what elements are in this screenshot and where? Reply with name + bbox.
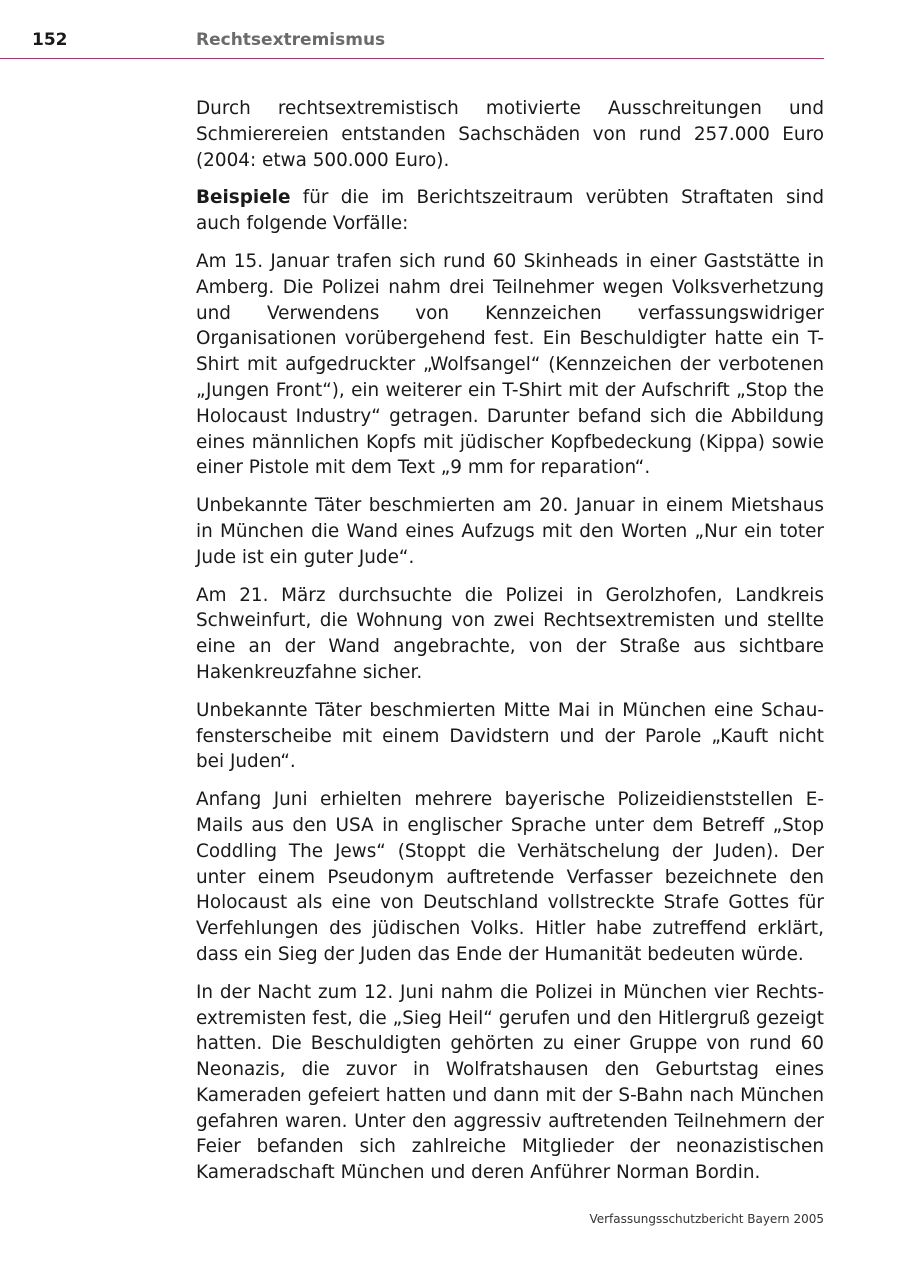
paragraph-shop-window: Unbekannte Täter beschmierten Mitte Mai in München eine Schaufensterscheibe mit einem Davidstern und der Parole „Kauft nicht bei Juden“. [196, 699, 824, 773]
paragraph-arrests: In der Nacht zum 12. Juni nahm die Polizei in München vier Rechtsextremisten fest, die „Sieg Heil“ gerufen und den Hitlergruß gezeigt hatten. Die Beschuldigten gehörten zu einer Gruppe von rund 60 Neonazis, die zuvor in Wolfratshausen den Geburtstag eines Kameraden gefeiert hatten und dann mit der S-Bahn nach München gefahren waren. Unter den aggressiv auftretenden Teilnehmern der Feier befanden sich zahlreiche Mitglieder der neonazistischen Kameradschaft München und deren Anführer Norman Bordin. [196, 981, 824, 1184]
paragraph-emails: Anfang Juni erhielten mehrere bayerische Polizeidienststellen E-Mails aus den USA in englischer Sprache unter dem Betreff „Stop Coddling The Jews“ (Stoppt die Verhätschelung der Juden). Der unter einem Pseudonym auftretende Verfasser bezeichnete den Holocaust als eine von Deutschland vollstreckte Strafe Gottes für Verfehlungen des jüdischen Volks. Hitler habe zutreffend erklärt, dass ein Sieg der Juden das Ende der Humanität bedeuten würde. [196, 789, 824, 965]
paragraph-damages: Durch rechtsextremistisch motivierte Ausschreitungen und Schmierereien entstanden Sachschäden von rund 257.000 Euro (2004: etwa 500.000 Euro). [196, 98, 824, 171]
page-number: 152 [32, 30, 68, 50]
paragraph-examples-intro [196, 185, 824, 237]
page-header [0, 0, 824, 59]
paragraph-gerolzhofen: Am 21. März durchsuchte die Polizei in Gerolzhofen, Landkreis Schweinfurt, die Wohnung von zwei Rechtsextremisten und stellte eine an der Wand angebrachte, von der Straße aus sichtbare Hakenkreuzfahne sicher. [196, 584, 824, 683]
body-text [196, 96, 824, 1198]
paragraph-elevator: Unbekannte Täter beschmierten am 20. Januar in einem Mietshaus in München die Wand eines Aufzugs mit den Worten „Nur ein toter Jude ist ein guter Jude“. [196, 495, 824, 568]
examples-intro-text: für die im Berichtszeitraum verübten Straftaten sind auch folgende Vorfälle: [196, 187, 824, 235]
chapter-title: Rechtsextremismus [196, 30, 386, 50]
examples-lead-word: Beispiele [196, 187, 291, 209]
paragraph-amberg: Am 15. Januar trafen sich rund 60 Skinheads in einer Gaststätte in Amberg. Die Polizei nahm drei Teilnehmer wegen Volksverhetzung und Verwendens von Kennzeichen verfassungswidriger Organisationen vorübergehend fest. Ein Beschuldigter hatte ein T-Shirt mit aufgedruckter „Wolfsangel“ (Kennzeichen der verbotenen „Jungen Front“), ein weiterer ein T-Shirt mit der Aufschrift „Stop the Holocaust Industry“ getragen. Darunter befand sich die Abbildung eines männlichen Kopfs mit jüdischer Kopfbedeckung (Kippa) sowie einer Pistole mit dem Text „9 mm for reparation“. [196, 250, 824, 479]
page-footer: Verfassungsschutzbericht Bayern 2005 [589, 1212, 824, 1226]
